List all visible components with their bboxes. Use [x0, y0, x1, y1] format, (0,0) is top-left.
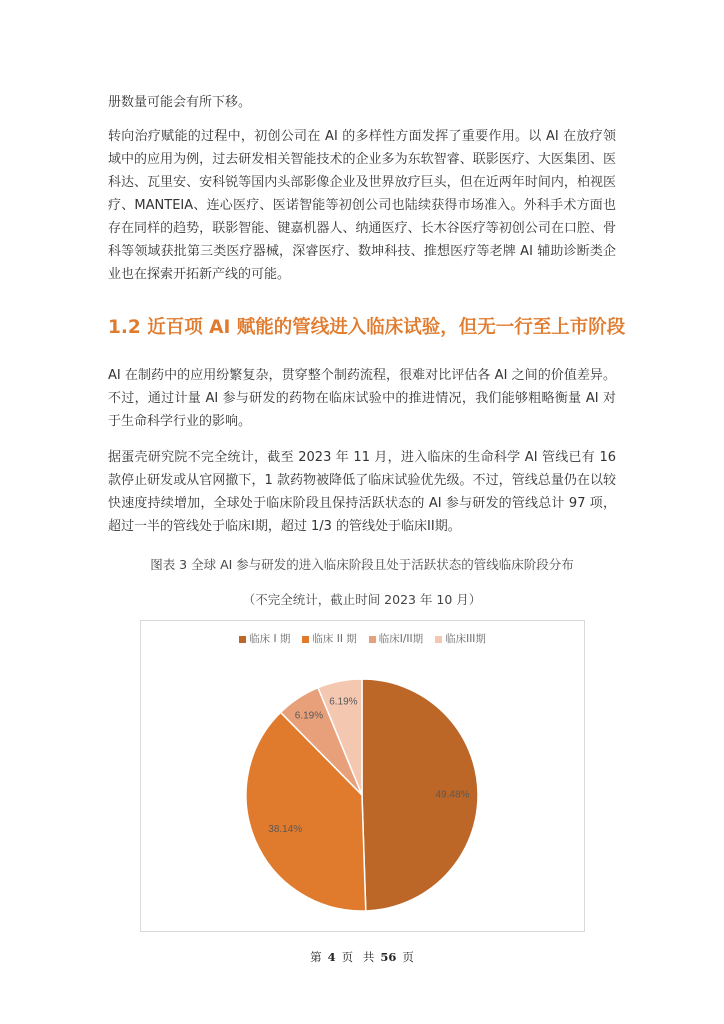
- legend-item: [369, 632, 423, 646]
- pie-chart-frame: [140, 620, 585, 932]
- page-number: 4: [327, 950, 336, 964]
- paragraph-ai-pharma: AI 在制药中的应用纷繁复杂，贯穿整个制药流程，很难对比评估各 AI 之间的价值差异。不过，通过计量 AI 参与研发的药物在临床试验中的推进情况，我们能够粗略衡量 AI 对于生命科学行业的影响。: [108, 368, 616, 429]
- legend-swatch: [239, 636, 246, 643]
- figure-caption: 图表 3 全球 AI 参与研发的进入临床阶段且处于活跃状态的管线临床阶段分布: [150, 557, 574, 572]
- legend-label: 临床 I 期: [249, 633, 291, 645]
- footer-prefix: 第: [310, 950, 322, 964]
- pie-chart: [141, 621, 585, 932]
- paragraph-statistics: 据蛋壳研究院不完全统计，截至 2023 年 11 月，进入临床的生命科学 AI 管线已有 16 款停止研发或从官网撤下，1 款药物被降低了临床试验优先级。不过，管线总量仍在以较快速度持续增加，全球处于临床阶段且保持活跃状态的 AI 参与研发的管线总计 97 项，超过一半的管线处于临床I期，超过 1/3 的管线处于临床II期。: [108, 450, 616, 534]
- paragraph-continued: 册数量可能会有所下移。: [108, 95, 252, 110]
- paragraph-startups: 转向治疗赋能的过程中，初创公司在 AI 的多样性方面发挥了重要作用。以 AI 在放疗领域中的应用为例，过去研发相关智能技术的企业多为东软智睿、联影医疗、大医集团、医科达、瓦里安、安科锐等国内头部影像企业及世界放疗巨头，但在近两年时间内，柏视医疗、MANTEIA、连心医疗、医诺智能等初创公司也陆续获得市场准入。外科手术方面也存在同样的趋势，联影智能、键嘉机器人、纳通医疗、长木谷医疗等初创公司在口腔、骨科等领域获批第三类医疗器械，深睿医疗、数坤科技、推想医疗等老牌 AI 辅助诊断类企业也在探索开拓新产线的可能。: [108, 129, 616, 282]
- legend-swatch: [302, 636, 309, 643]
- legend-item: [239, 632, 290, 646]
- legend-swatch: [369, 636, 376, 643]
- legend-label: 临床 II 期: [312, 633, 357, 645]
- legend-swatch: [435, 636, 442, 643]
- legend-item: [435, 632, 486, 646]
- legend-item: [302, 632, 356, 646]
- footer-page-unit: 页: [341, 950, 354, 964]
- slice-label: 38.14%: [268, 823, 303, 835]
- footer-total-prefix: 共: [362, 950, 375, 964]
- legend-label: 临床III期: [445, 633, 486, 645]
- slice-label: 49.48%: [435, 789, 470, 801]
- chart-legend: [141, 632, 584, 646]
- total-pages: 56: [380, 950, 397, 964]
- page-footer: [0, 949, 724, 965]
- figure-subcaption: （不完全统计，截止时间 2023 年 10 月）: [242, 592, 482, 607]
- section-heading: 1.2 近百项 AI 赋能的管线进入临床试验，但无一行至上市阶段: [108, 317, 626, 338]
- slice-label: 6.19%: [294, 710, 324, 722]
- slice-label: 6.19%: [329, 696, 358, 708]
- legend-label: 临床I/II期: [378, 633, 424, 645]
- footer-total-unit: 页: [402, 950, 414, 964]
